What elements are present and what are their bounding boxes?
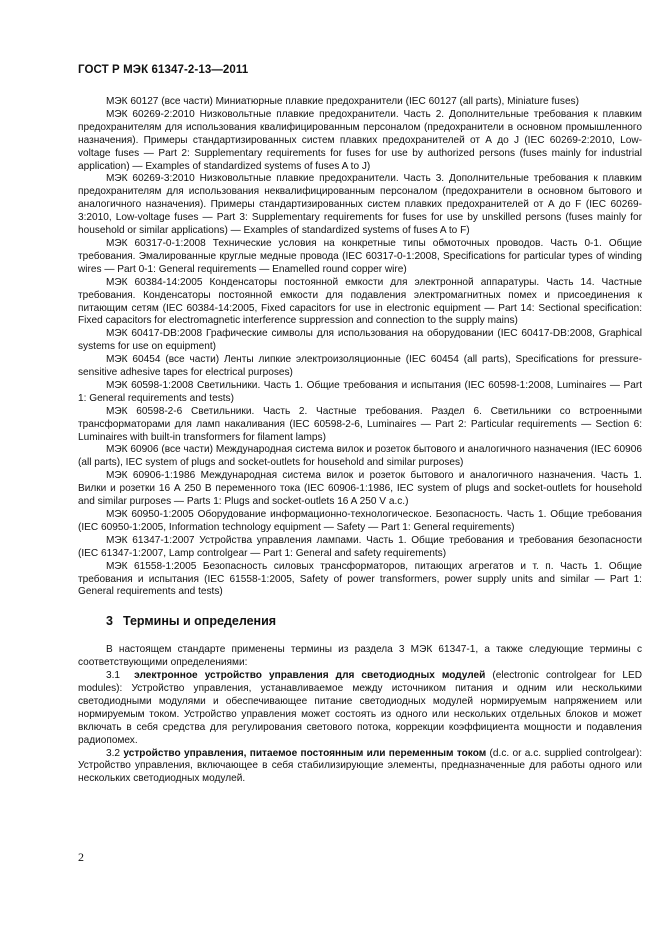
- reference-item: МЭК 60598-1:2008 Светильники. Часть 1. Общие требования и испытания (IEC 60598-1:2008, Luminaires — Part 1: General requirements and tests): [78, 379, 642, 404]
- term-text: (electronic controlgear for LED modules): Устройство управления, устанавливаемое между источником питания и одним или несколькими светодиодными модулями и обеспечивающее питание светодиодных модулей нормируемым напряжением или нормируемым током. Устройство управления может состоять из одного или нескольких отдельных блоков и может включать в себя средства для регулирования светового потока, коррекции коэффициента мощности и подавления радиопомех.: [78, 670, 642, 746]
- reference-item: МЭК 60950-1:2005 Оборудование информационно-технологическое. Безопасность. Часть 1. Общие требования (IEC 60950-1:2005, Information technology equipment — Safety — Part 1: General requirements): [78, 509, 642, 533]
- reference-item: МЭК 60384-14:2005 Конденсаторы постоянной емкости для электронной аппаратуры. Часть 14. Частные требования. Конденсаторы постоянной емкости для подавления электромагнитных помех и присоединения к питающим сетям (IEC 60384-14:2005, Fixed capacitors for use in electronic equipment — Part 14: Sectional specification: Fixed capacitors for electromagnetic interference suppression and connection to the supply mains): [78, 276, 642, 327]
- term-definition: [78, 748, 642, 787]
- document-header: ГОСТ Р МЭК 61347-2-13—2011: [78, 64, 249, 76]
- reference-item: МЭК 60127 (все части) Миниатюрные плавкие предохранители (IEC 60127 (all parts), Miniature fuses): [106, 96, 579, 107]
- page-number: 2: [78, 850, 84, 864]
- reference-item: МЭК 60417-DB:2008 Графические символы для использования на оборудовании (IEC 60417-DB:2008, Graphical systems for use on equipment): [78, 328, 642, 353]
- term-name: устройство управления, питаемое постоянным или переменным током: [123, 747, 487, 759]
- section-heading: [78, 615, 642, 628]
- reference-item: МЭК 61558-1:2005 Безопасность силовых трансформаторов, питающих агрегатов и т. п. Часть 1. Общие требования и испытания (IEC 61558-1:2005, Safety of power transformers, power supply units and similar — Part 1: General requirements and tests): [78, 560, 642, 598]
- reference-item: МЭК 60906-1:1986 Международная система вилок и розеток бытового и аналогичного назначения. Часть 1. Вилки и розетки 16 А 250 В переменного тока (IEC 60906-1:1986, IEC system of plugs and socket-outlets for household and similar purposes — Parts 1: Plugs and socket-outlets 16 A 250 V a.c.): [78, 470, 642, 508]
- section-number: 3: [106, 614, 113, 629]
- term-number: 3.2: [106, 747, 121, 759]
- reference-item: МЭК 60317-0-1:2008 Технические условия на конкретные типы обмоточных проводов. Часть 0-1. Общие требования. Эмалированные круглые медные провода (IEC 60317-0-1:2008, Specifications for particular types of winding wires — Part 0-1: General requirements — Enamelled round copper wire): [78, 237, 642, 275]
- term-name: электронное устройство управления для светодиодных модулей: [134, 670, 486, 682]
- reference-item: МЭК 60906 (все части) Международная система вилок и розеток бытового и аналогичного назначения (IEC 60906 (all parts), IEC system of plugs and socket-outlets for household and similar purposes): [78, 444, 642, 469]
- reference-item: МЭК 61347-1:2007 Устройства управления лампами. Часть 1. Общие требования и требования безопасности (IEC 61347-1:2007, Lamp controlgear — Part 1: General and safety requirements): [78, 534, 642, 559]
- section-intro: В настоящем стандарте применены термины из раздела 3 МЭК 61347-1, а также следующие термины с соответствующими определениями:: [78, 644, 642, 669]
- references-list: [78, 96, 642, 599]
- reference-item: МЭК 60269-2:2010 Низковольтные плавкие предохранители. Часть 2. Дополнительные требования к плавким предохранителям для использования квалифицированным персоналом (предохранители в основном промышленного назначения). Примеры стандартизированных систем плавких предохранителей от А до J (IEC 60269-2:2010, Low-voltage fuses — Part 2: Supplementary requirements for fuses for use by authorized persons (fuses mainly for industrial application) — Examples of standardized systems of fuses A to J): [78, 108, 642, 172]
- reference-item: МЭК 60454 (все части) Ленты липкие электроизоляционные (IEC 60454 (all parts), Specifications for pressure-sensitive adhesive tapes for electrical purposes): [78, 354, 642, 379]
- term-number: 3.1: [106, 670, 121, 682]
- reference-item: МЭК 60269-3:2010 Низковольтные плавкие предохранители. Часть 3. Дополнительные требования к плавким предохранителям для использования неквалифицированным персоналом (предохранители в основном бытового и аналогичного назначения). Примеры стандартизированных систем плавких предохранителей от А до F (IEC 60269-3:2010, Low-voltage fuses — Part 3: Supplementary requirements for fuses for use by unskilled persons (fuses mainly for household or similar applications) — Examples of standardized systems of fuses A to F): [78, 173, 642, 237]
- term-text: (d.c. or a.c. supplied controlgear): Устройство управления, включающее в себя стабилизирующие элементы, предназначенные для работы одного или нескольких светодиодных модулей.: [78, 747, 643, 785]
- document-body: [78, 96, 642, 786]
- section-title: Термины и определения: [122, 614, 277, 629]
- reference-item: МЭК 60598-2-6 Светильники. Часть 2. Частные требования. Раздел 6. Светильники со встроенными трансформаторами для ламп накаливания (IEC 60598-2-6, Luminaires — Part 2: Particular requirements — Section 6: Luminaires with built-in transformers for filament lamps): [78, 405, 642, 443]
- term-definition: [78, 670, 642, 747]
